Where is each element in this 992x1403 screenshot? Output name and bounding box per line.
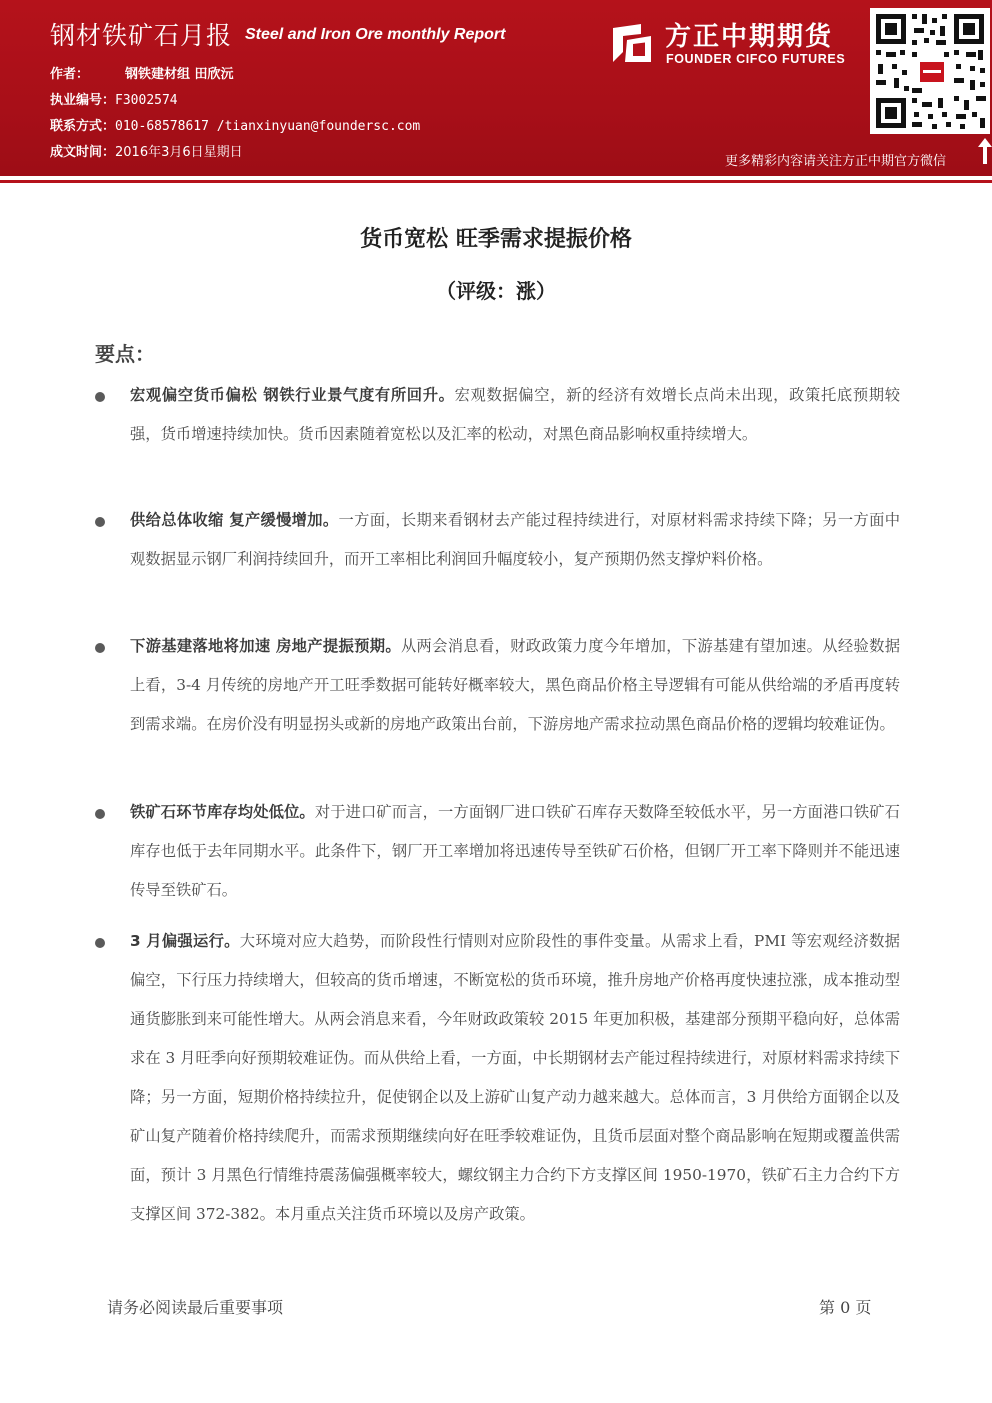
report-series-title: 钢材铁矿石月报 (50, 21, 233, 50)
key-point-item (130, 376, 900, 454)
company-name-en: FOUNDER CIFCO FUTURES (666, 52, 846, 66)
author-label: 作者： (50, 67, 90, 82)
license-label: 执业编号： (50, 93, 116, 108)
key-points-heading: 要点： (95, 342, 155, 366)
company-logo (609, 18, 859, 70)
key-point-lead: 供给总体收缩 复产缓慢增加。 (130, 511, 339, 529)
author-line (50, 63, 234, 82)
license-value: F3002574 (115, 93, 178, 108)
report-header-band (0, 0, 992, 176)
bullet-dot-icon (95, 809, 105, 819)
qr-code-icon (870, 8, 990, 134)
key-point-lead: 铁矿石环节库存均处低位。 (130, 803, 315, 821)
bullet-dot-icon (95, 517, 105, 527)
key-point-item (130, 793, 900, 910)
key-point-text: 一方面，长期来看钢材去产能过程持续进行，对原材料需求持续下降；另一方面中观数据显示钢厂利润持续回升，而开工率相比利润回升幅度较小，复产预期仍然支撑炉料价格。 (130, 511, 900, 568)
page-number: 第 0 页 (819, 1298, 872, 1317)
follow-wechat-text: 更多精彩内容请关注方正中期官方微信 (725, 154, 947, 169)
company-name-cn: 方正中期期货 (665, 22, 834, 52)
key-point-text: 宏观数据偏空，新的经济有效增长点尚未出现，政策托底预期较强，货币增速持续加快。货币因素随着宽松以及汇率的松动，对黑色商品影响权重持续增大。 (130, 386, 900, 443)
author-value: 钢铁建材组 田欣沅 (125, 67, 234, 82)
key-point-text: 大环境对应大趋势，而阶段性行情则对应阶段性的事件变量。从需求上看，PMI 等宏观经济数据偏空，下行压力持续增大，但较高的货币增速，不断宽松的货币环境，推升房地产价格再度快速拉涨，成本推动型通货膨胀到来可能性增大。从两会消息来看，今年财政政策较 2015 年更加积极，基建部分预期平稳向好，总体需求在 3 月旺季向好预期较难证伪。而从供给上看，一方面，中长期钢材去产能过程持续进行，对原材料需求持续下降；另一方面，短期价格持续拉升，促使钢企以及上游矿山复产动力越来越大。总体而言，3 月供给方面钢企以及矿山复产随着价格持续爬升，而需求预期继续向好在旺季较难证伪，且货币层面对整个商品影响在短期或覆盖供需面，预计 3 月黑色行情维持震荡偏强概率较大，螺纹钢主力合约下方支撑区间 1950-1970，铁矿石主力合约下方支撑区间 372-382。本月重点关注货币环境以及房产政策。 (130, 932, 900, 1223)
key-point-text: 从两会消息看，财政政策力度今年增加，下游基建有望加速。从经验数据上看，3-4 月传统的房地产开工旺季数据可能转好概率较大，黑色商品价格主导逻辑有可能从供给端的矛盾再度转到需求端。在房价没有明显拐头或新的房地产政策出台前，下游房地产需求拉动黑色商品价格的逻辑均较难证伪。 (130, 637, 900, 733)
footer-disclaimer: 请务必阅读最后重要事项 (107, 1298, 284, 1317)
report-series-title-en: Steel and Iron Ore monthly Report (245, 26, 506, 43)
company-logo-mark-icon (609, 20, 655, 66)
key-point-item (130, 922, 900, 1234)
arrow-up-icon (978, 138, 992, 164)
key-point-lead: 3 月偏强运行。 (130, 932, 240, 950)
wechat-qr-code (870, 8, 990, 134)
key-point-text: 对于进口矿而言，一方面钢厂进口铁矿石库存天数降至较低水平，另一方面港口铁矿石库存也低于去年同期水平。此条件下，钢厂开工率增加将迅速传导至铁矿石价格，但钢厂开工率下降则并不能迅速传导至铁矿石。 (130, 803, 900, 899)
bullet-dot-icon (95, 392, 105, 402)
contact-value: 010-68578617 /tianxinyuan@foundersc.com (115, 119, 421, 134)
date-label: 成文时间： (50, 145, 116, 160)
date-value: 2016年3月6日星期日 (115, 145, 243, 160)
key-point-lead: 宏观偏空货币偏松 钢铁行业景气度有所回升。 (130, 386, 455, 404)
rating-label: （评级：涨） (436, 279, 556, 303)
header-divider (0, 180, 992, 183)
contact-line (50, 115, 420, 134)
key-point-lead: 下游基建落地将加速 房地产提振预期。 (130, 637, 401, 655)
report-title: 货币宽松 旺季需求提振价格 (360, 227, 632, 252)
key-point-item (130, 501, 900, 579)
license-line (50, 89, 178, 108)
bullet-dot-icon (95, 643, 105, 653)
date-line (50, 141, 243, 160)
key-point-item (130, 627, 900, 744)
bullet-dot-icon (95, 938, 105, 948)
contact-label: 联系方式： (50, 119, 116, 134)
